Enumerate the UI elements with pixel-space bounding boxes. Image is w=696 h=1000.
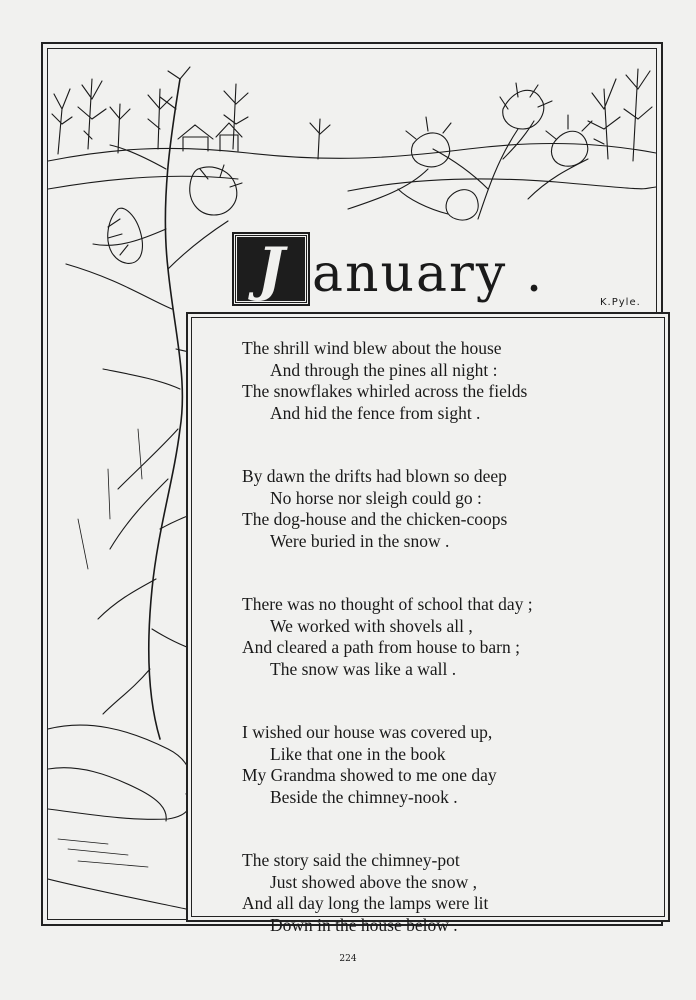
poem-line: There was no thought of school that day ;: [242, 594, 533, 614]
poem-line: Beside the chimney-nook .: [270, 786, 458, 807]
poem-line: And all day long the lamps were lit: [242, 893, 489, 913]
poem-line: And through the pines all night :: [270, 359, 498, 380]
poem-line: I wished our house was covered up,: [242, 722, 493, 742]
title-drop-cap: J: [234, 234, 308, 304]
poem-line: Just showed above the snow ,: [270, 871, 478, 892]
poem-line: The dog-house and the chicken-coops: [242, 509, 508, 529]
poem-line: And hid the fence from sight .: [270, 402, 481, 423]
author-credit: K.Pyle.: [600, 297, 641, 308]
poem-line: Like that one in the book: [270, 743, 446, 764]
poem-line: My Grandma showed to me one day: [242, 765, 497, 785]
title-text: anuary .: [312, 244, 545, 304]
poem-line: And cleared a path from house to barn ;: [242, 637, 520, 657]
poem-line: The story said the chimney-pot: [242, 850, 460, 870]
poem-line: No horse nor sleigh could go :: [270, 487, 482, 508]
poem: [242, 338, 652, 978]
poem-line: We worked with shovels all ,: [270, 615, 473, 636]
poem-line: Down in the house below .: [270, 914, 458, 935]
poem-line: Were buried in the snow .: [270, 530, 450, 551]
poem-line: The snow was like a wall .: [270, 658, 457, 679]
poem-line: The snowflakes whirled across the fields: [242, 381, 528, 401]
stanza: [242, 594, 652, 680]
stanza: [242, 722, 652, 808]
poem-line: The shrill wind blew about the house: [242, 338, 502, 358]
stanza: [242, 850, 652, 936]
stanza: [242, 338, 652, 424]
stanza: [242, 466, 652, 552]
page-number: 224: [339, 954, 357, 964]
poem-line: By dawn the drifts had blown so deep: [242, 466, 507, 486]
title: [234, 230, 544, 304]
